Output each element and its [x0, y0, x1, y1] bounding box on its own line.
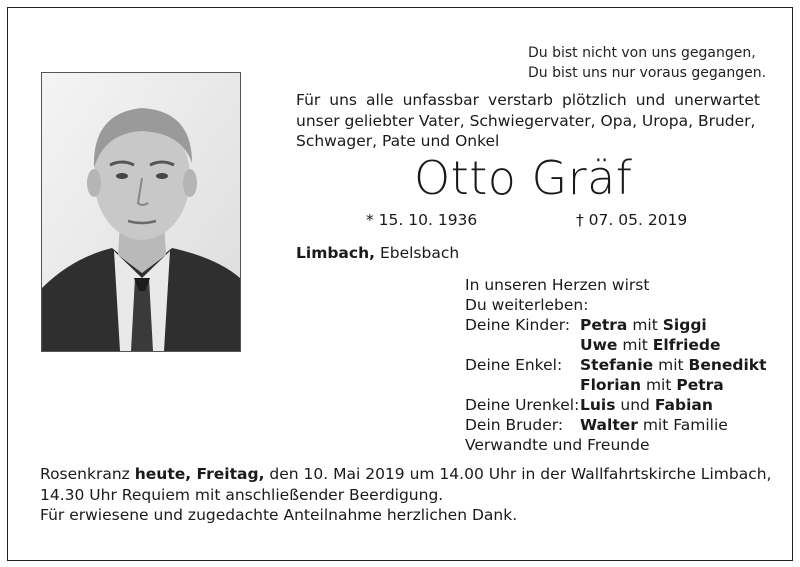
mourners-list [465, 275, 767, 455]
footer-text: Rosenkranz [40, 465, 130, 483]
relation-label: Deine Kinder: [465, 316, 571, 334]
footer-emphasis: heute, Freitag, [134, 465, 265, 483]
relative-name: Luis [580, 396, 616, 414]
portrait-photo [41, 72, 241, 352]
mourners-intro-2: Du weiterleben: [465, 296, 589, 314]
connector: mit [658, 356, 684, 374]
relation-label: Deine Enkel: [465, 356, 563, 374]
relation-label: Deine Urenkel: [465, 396, 580, 414]
death-date: † 07. 05. 2019 [576, 211, 688, 229]
memorial-quote [528, 43, 766, 83]
relative-name: Florian [580, 376, 642, 394]
list-item [465, 335, 721, 355]
list-item [465, 375, 724, 395]
relative-name: Petra [580, 316, 628, 334]
place-of-residence [296, 244, 459, 262]
relative-name: Petra [676, 376, 724, 394]
footer-line-2: 14.30 Uhr Requiem mit anschließender Beerdigung. [40, 485, 444, 504]
footer-text: den 10. Mai 2019 um 14.00 Uhr in der Wallfahrtskirche Limbach, [269, 465, 772, 483]
list-item [465, 315, 707, 335]
connector: mit [632, 316, 658, 334]
relative-name: Fabian [654, 396, 713, 414]
connector: mit [645, 376, 672, 394]
death-announcement-intro [296, 90, 760, 152]
connector: und [620, 396, 650, 414]
service-details [40, 464, 771, 526]
mourners-intro-1: In unseren Herzen wirst [465, 276, 650, 294]
connector: mit [622, 336, 648, 354]
quote-line-2: Du bist uns nur voraus gegangen. [528, 65, 767, 81]
relation-label: Dein Bruder: [465, 416, 564, 434]
list-item [465, 355, 767, 375]
relative-name: Siggi [662, 316, 707, 334]
connector: mit Familie [642, 416, 728, 434]
relative-name: Uwe [580, 336, 618, 354]
list-item [465, 415, 728, 435]
relative-name: Walter [580, 416, 638, 434]
deceased-name: Otto Gräf [414, 151, 633, 205]
relative-name: Stefanie [580, 356, 654, 374]
relative-name: Benedikt [688, 356, 767, 374]
birth-date: * 15. 10. 1936 [366, 211, 478, 229]
list-item [465, 395, 713, 415]
place-sub: Ebelsbach [379, 244, 460, 262]
mourners-closing: Verwandte und Freunde [465, 436, 650, 454]
footer-line-3: Für erwiesene und zugedachte Anteilnahme herzlichen Dank. [40, 506, 518, 524]
intro-text-last: Schwager, Pate und Onkel [296, 132, 500, 150]
footer-line-1 [40, 464, 771, 485]
place-main: Limbach, [296, 244, 376, 262]
intro-text: Für uns alle unfassbar verstarb plötzlich und unerwartet unser geliebter Vater, Schwiegervater, Opa, Uropa, Bruder, [296, 91, 760, 130]
relative-name: Elfriede [652, 336, 721, 354]
portrait-illustration [42, 73, 240, 351]
quote-line-1: Du bist nicht von uns gegangen, [528, 45, 756, 61]
